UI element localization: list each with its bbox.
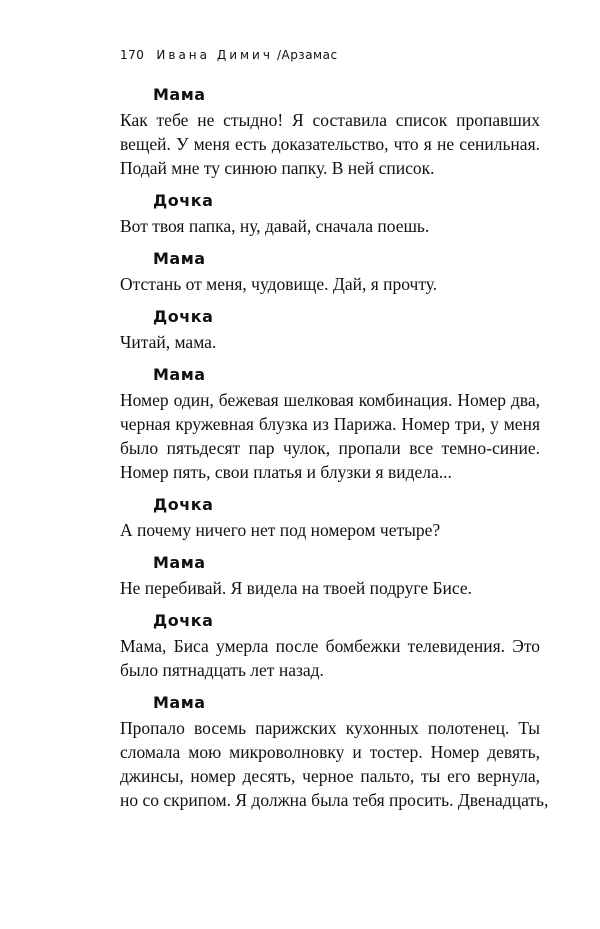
- text-line: вещей. У меня есть доказательство, что я не сенильная.: [120, 134, 540, 154]
- speaker-name: Дочка: [153, 495, 214, 514]
- text-line: сломала мою микроволновку и тостер. Номер девять,: [120, 742, 540, 762]
- dialogue-block: [120, 494, 540, 542]
- running-head: [120, 48, 540, 62]
- dialogue-block: [120, 306, 540, 354]
- text-line: Мама, Биса умерла после бомбежки телевидения. Это: [120, 636, 540, 656]
- text-line: Отстань от меня, чудовище. Дай, я прочту.: [120, 274, 438, 294]
- text-line: но со скрипом. Я должна была тебя просить. Двенадцать,: [120, 790, 549, 810]
- text-line: Не перебивай. Я видела на твоей подруге Бисе.: [120, 578, 473, 598]
- text-line: было пятьдесят пар чулок, пропали все темно-синие.: [120, 438, 540, 458]
- text-line: Пропало восемь парижских кухонных полотенец. Ты: [120, 718, 540, 738]
- speaker-name: Дочка: [153, 307, 214, 326]
- text-line: Читай, мама.: [120, 332, 217, 352]
- text-line: джинсы, номер десять, черное пальто, ты его вернула,: [120, 766, 540, 786]
- dialogue-block: [120, 552, 540, 600]
- speaker-name: Мама: [153, 553, 206, 572]
- book-page: [120, 48, 549, 822]
- author-name: Ивана Димич: [156, 48, 273, 62]
- text-line: было пятнадцать лет назад.: [120, 660, 324, 680]
- text-line: Номер один, бежевая шелковая комбинация. Номер два,: [120, 390, 540, 410]
- dialogue-block: [120, 84, 540, 180]
- dialogue-block: [120, 364, 540, 484]
- dialogue-text: [120, 84, 549, 812]
- dialogue-block: [120, 190, 540, 238]
- page-number: 170: [120, 48, 145, 62]
- speaker-name: Дочка: [153, 611, 214, 630]
- text-line: Номер пять, свои платья и блузки я видела...: [120, 462, 452, 482]
- text-line: Подай мне ту синюю папку. В ней список.: [120, 158, 435, 178]
- text-line: Вот твоя папка, ну, давай, сначала поешь.: [120, 216, 430, 236]
- text-line: черная кружевная блузка из Парижа. Номер три, у меня: [120, 414, 540, 434]
- speaker-name: Мама: [153, 85, 206, 104]
- speaker-name: Мама: [153, 365, 206, 384]
- speaker-name: Мама: [153, 693, 206, 712]
- speaker-name: Мама: [153, 249, 206, 268]
- text-line: А почему ничего нет под номером четыре?: [120, 520, 441, 540]
- text-line: Как тебе не стыдно! Я составила список пропавших: [120, 110, 540, 130]
- dialogue-block: [120, 248, 540, 296]
- speaker-name: Дочка: [153, 191, 214, 210]
- dialogue-block: [120, 610, 540, 682]
- dialogue-block: [120, 692, 549, 812]
- book-title: /Арзамас: [276, 48, 338, 62]
